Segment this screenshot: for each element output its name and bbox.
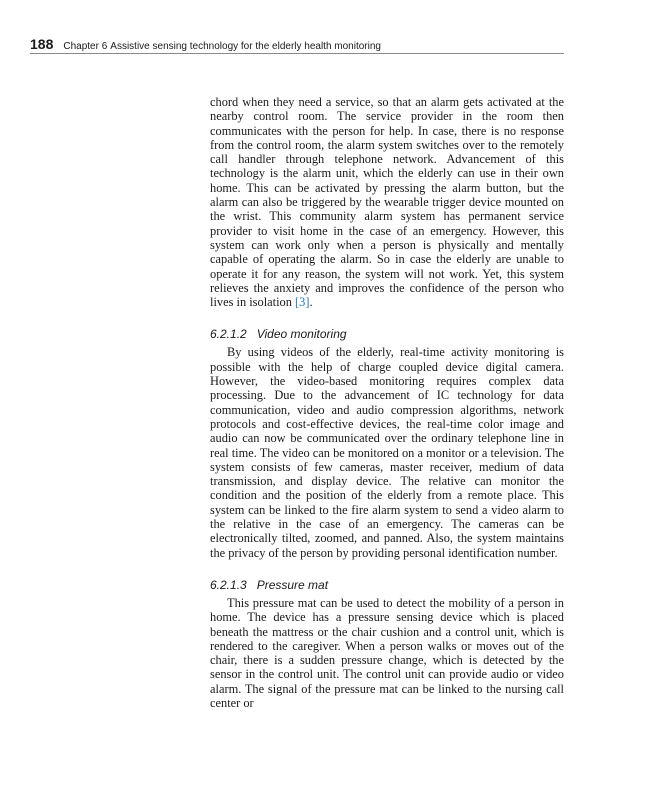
citation-link[interactable]: [3] (295, 295, 310, 310)
paragraph-pressure-mat: This pressure mat can be used to detect the mobility of a person in home. The device has a pressure sensing device which is placed beneath the mattress or the chair cushion and a control unit, which is rendered to the caregiver. When a person walks or moves out of the chair, there is a sudden pressure change, which is detected by the sensor in the control unit. The control unit can provide audio or video alarm. The signal of the pressure mat can be linked to the nursing call center or (210, 595, 564, 710)
section-title: Pressure mat (256, 577, 329, 592)
paragraph-text: chord when they need a service, so that an alarm gets activated at the nearby control room. The service provider in the room then communicates with the person for help. In case, there is no response from the control room, the alarm system switches over to the remotely call handler through telephone network. Advancement of this technology is the alarm unit, which the elderly can use in their own home. This can be activated by pressing the alarm button, but the alarm can also be triggered by the wearable trigger device mounted on the wrist. This community alarm system has permanent service provider to visit home in the case of an emergency. However, this system can work only when a person is physically and mentally capable of operating the alarm. So in case the elderly are unable to operate it for any reason, the system will not work. Yet, this system relieves the anxiety and improves the confidence of the person who lives in isolation (210, 95, 564, 310)
paragraph-end: . (309, 295, 313, 310)
paragraph-community-alarm (210, 95, 564, 309)
page-number: 188 (30, 36, 54, 52)
chapter-title: Assistive sensing technology for the elderly health monitoring (110, 41, 381, 52)
subsection-heading-video-monitoring (210, 327, 564, 342)
running-header (30, 36, 564, 54)
paragraph-video-monitoring: By using videos of the elderly, real-time activity monitoring is possible with the help of charge coupled device digital camera. However, the video-based monitoring requires complex data processing. Due to the advancement of IC technology for data communication, video and audio compression algorithms, network protocols and cost-effective devices, the real-time color image and audio can now be communicated over the ordinary telephone line in real time. The video can be monitored on a monitor or a television. The system consists of few cameras, master receiver, medium of data transmission, and display device. The relative can monitor the condition and the position of the elderly from a remote place. This system can be linked to the fire alarm system to send a video alarm to the relative in the case of an emergency. The cameras can be electronically tilted, zoomed, and panned. Also, the system maintains the privacy of the person by providing personal identification number. (210, 345, 564, 560)
subsection-heading-pressure-mat (210, 578, 564, 593)
chapter-label: Chapter 6 (63, 41, 108, 52)
section-number: 6.2.1.3 (210, 577, 247, 592)
section-number: 6.2.1.2 (210, 327, 247, 342)
main-content (210, 95, 564, 710)
section-title: Video monitoring (256, 327, 347, 342)
